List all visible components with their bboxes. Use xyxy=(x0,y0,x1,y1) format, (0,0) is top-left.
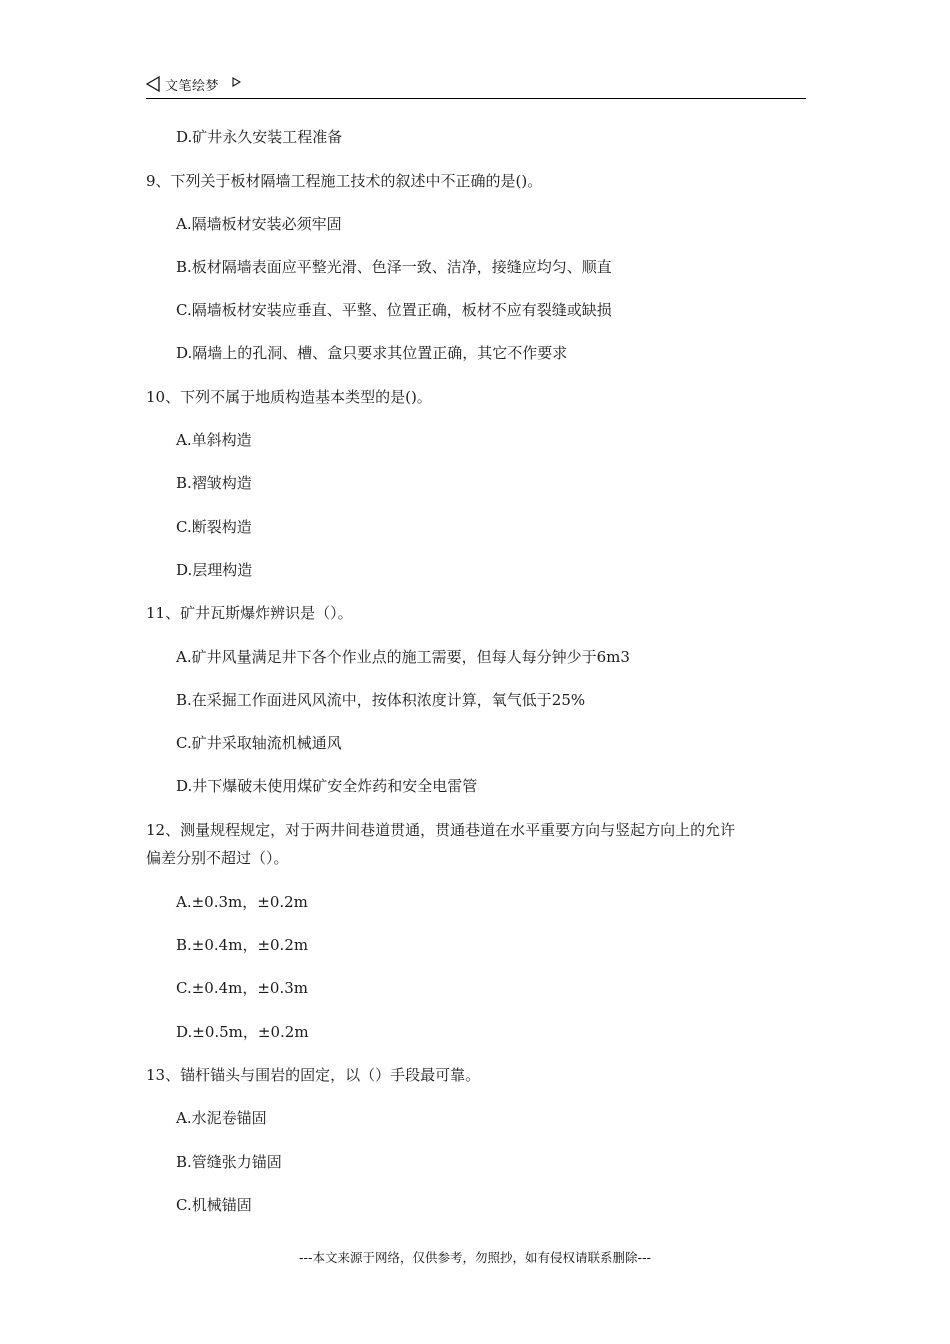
q9-option-c: C.隔墙板材安装应垂直、平整、位置正确，板材不应有裂缝或缺损 xyxy=(176,301,612,319)
q9-option-a: A.隔墙板材安装必须牢固 xyxy=(176,215,342,233)
brand-name: 文笔绘梦 xyxy=(165,79,220,94)
q8-option-d: D.矿井永久安装工程准备 xyxy=(176,128,343,146)
q13-option-c: C.机械锚固 xyxy=(176,1196,252,1214)
q12-stem-line2: 偏差分别不超过（）。 xyxy=(146,849,289,867)
page-header xyxy=(146,72,806,99)
q13-stem: 13、锚杆锚头与围岩的固定，以（）手段最可靠。 xyxy=(146,1066,481,1084)
triangle-right-icon xyxy=(232,77,241,87)
q12-stem-line1: 12、测量规程规定，对于两井间巷道贯通，贯通巷道在水平重要方向与竖起方向上的允许 xyxy=(146,821,736,839)
q12-option-d: D.±0.5m，±0.2m xyxy=(176,1023,309,1041)
q11-option-d: D.井下爆破未使用煤矿安全炸药和安全电雷管 xyxy=(176,777,478,795)
q10-stem: 10、下列不属于地质构造基本类型的是()。 xyxy=(146,388,432,406)
q11-option-b: B.在采掘工作面进风风流中，按体积浓度计算，氧气低于25% xyxy=(176,691,586,709)
q9-option-b: B.板材隔墙表面应平整光滑、色泽一致、洁净，接缝应均匀、顺直 xyxy=(176,258,612,276)
q10-option-c: C.断裂构造 xyxy=(176,518,252,536)
q11-option-a: A.矿井风量满足井下各个作业点的施工需要，但每人每分钟少于6m3 xyxy=(176,648,630,666)
q10-option-a: A.单斜构造 xyxy=(176,431,252,449)
q9-option-d: D.隔墙上的孔洞、槽、盒只要求其位置正确，其它不作要求 xyxy=(176,344,568,362)
q10-option-b: B.褶皱构造 xyxy=(176,474,252,492)
q11-option-c: C.矿井采取轴流机械通风 xyxy=(176,734,342,752)
q9-stem: 9、下列关于板材隔墙工程施工技术的叙述中不正确的是()。 xyxy=(146,172,543,190)
q12-option-a: A.±0.3m，±0.2m xyxy=(176,893,308,911)
q13-option-a: A.水泥卷锚固 xyxy=(176,1109,267,1127)
q12-option-b: B.±0.4m，±0.2m xyxy=(176,936,309,954)
triangle-left-icon xyxy=(146,76,160,92)
q11-stem: 11、矿井瓦斯爆炸辨识是（）。 xyxy=(146,604,353,622)
footer-notice: ---本文来源于网络，仅供参考，勿照抄，如有侵权请联系删除--- xyxy=(298,1250,652,1265)
q10-option-d: D.层理构造 xyxy=(176,561,253,579)
q12-option-c: C.±0.4m，±0.3m xyxy=(176,979,309,997)
q13-option-b: B.管缝张力锚固 xyxy=(176,1153,282,1171)
